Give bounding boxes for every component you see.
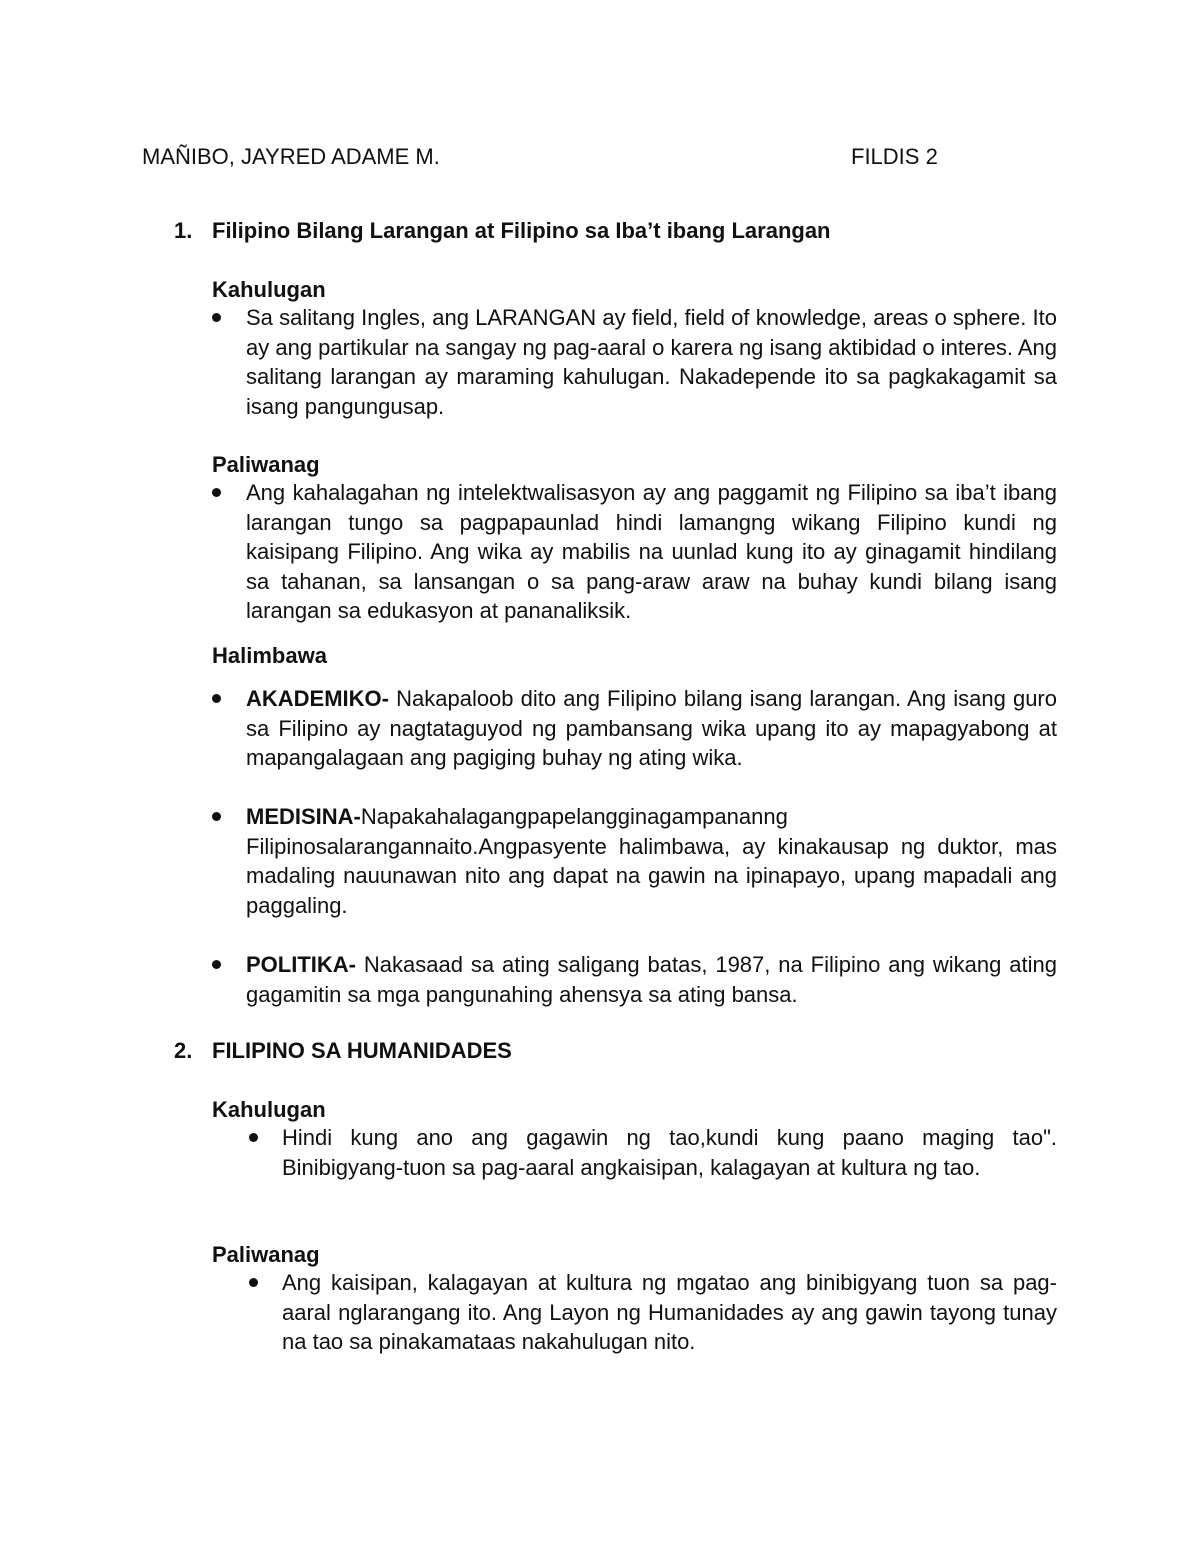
course-code: FILDIS 2 <box>851 144 938 169</box>
example-medisina <box>246 802 1057 920</box>
example-akademiko <box>246 684 1057 773</box>
section-1-paliwanag-text: Ang kahalagahan ng intelektwalisasyon ay ang paggamit ng Filipino sa iba’t ibang larangan tungo sa pagpapaunlad hindi lamangng wikang Filipino kundi ng kaisipang Filipino. Ang wika ay mabilis na uunlad kung ito ay ginagamit hindilang sa tahanan, sa lansangan o sa pang-araw araw na buhay kundi bilang isang larangan sa edukasyon at pananaliksik. <box>246 480 1057 623</box>
example-term: MEDISINA- <box>246 804 361 829</box>
example-term: AKADEMIKO- <box>246 686 389 711</box>
example-text: Napakahalagangpapelangginagampananng Filipinosalarangannaito.Angpasyente halimbawa, ay kinakausap ng duktor, mas madaling nauunawan nito ang dapat na gawin na ipinapayo, upang mapadali ang paggaling. <box>246 804 1057 918</box>
section-1-title: Filipino Bilang Larangan at Filipino sa Iba’t ibang Larangan <box>212 218 831 243</box>
example-term: POLITIKA- <box>246 952 356 977</box>
bullet-icon <box>212 812 221 821</box>
section-1-kahulugan-heading: Kahulugan <box>212 277 326 302</box>
example-text: Nakapaloob dito ang Filipino bilang isang larangan. Ang isang guro sa Filipino ay nagtataguyod ng pambansang wika upang ito ay mapagyabong at mapangalagaan ang pagiging buhay ng ating wika. <box>246 686 1057 770</box>
bullet-icon <box>212 488 221 497</box>
section-2-paliwanag-heading: Paliwanag <box>212 1242 320 1267</box>
section-2-title: FILIPINO SA HUMANIDADES <box>212 1038 512 1063</box>
section-2-kahulugan-heading: Kahulugan <box>212 1097 326 1122</box>
section-1-number: 1. <box>174 218 193 243</box>
bullet-icon <box>212 313 221 322</box>
example-text: Nakasaad sa ating saligang batas, 1987, na Filipino ang wikang ating gagamitin sa mga pangunahing ahensya sa ating bansa. <box>246 952 1057 1007</box>
student-name: MAÑIBO, JAYRED ADAME M. <box>142 144 440 169</box>
section-2-number: 2. <box>174 1038 193 1063</box>
section-1-paliwanag-heading: Paliwanag <box>212 452 320 477</box>
bullet-icon <box>249 1133 258 1142</box>
bullet-icon <box>212 694 221 703</box>
section-1-halimbawa-heading: Halimbawa <box>212 643 327 668</box>
bullet-icon <box>212 960 221 969</box>
section-2-kahulugan-text: Hindi kung ano ang gagawin ng tao,kundi kung paano maging tao". Binibigyang-tuon sa pag-aaral angkaisipan, kalagayan at kultura ng tao. <box>282 1125 1057 1180</box>
section-2-paliwanag-text: Ang kaisipan, kalagayan at kultura ng mgatao ang binibigyang tuon sa pag-aaral nglarangang ito. Ang Layon ng Humanidades ay ang gawin tayong tunay na tao sa pinakamataas nakahulugan nito. <box>282 1270 1057 1354</box>
section-1-kahulugan-text: Sa salitang Ingles, ang LARANGAN ay field, field of knowledge, areas o sphere. Ito ay ang partikular na sangay ng pag-aaral o karera ng isang aktibidad o interes. Ang salitang larangan ay maraming kahulugan. Nakadepende ito sa pagkakagamit sa isang pangungusap. <box>246 305 1057 419</box>
bullet-icon <box>249 1278 258 1287</box>
example-politika <box>246 950 1057 1009</box>
